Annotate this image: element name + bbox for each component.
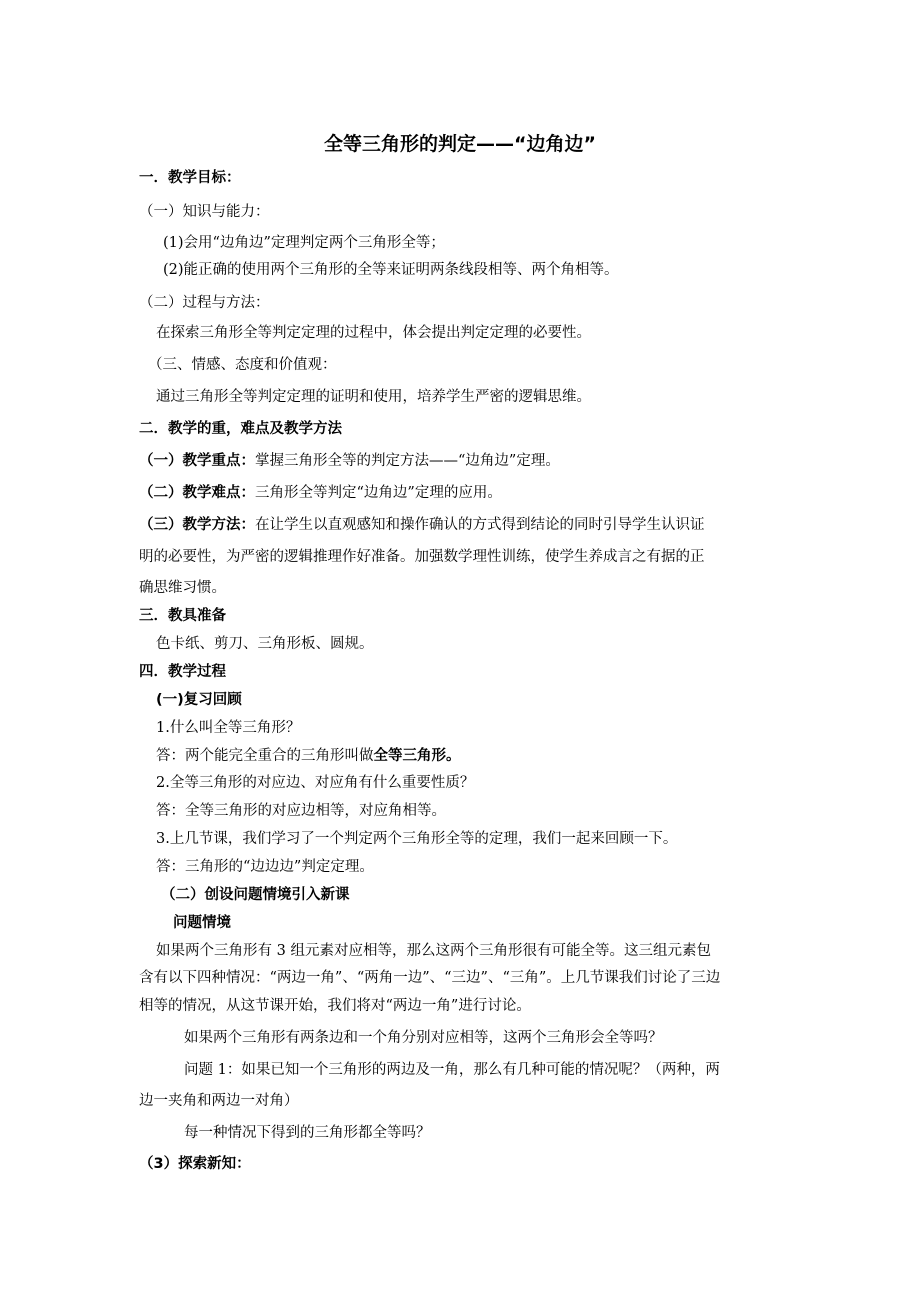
answer-2: 答：全等三角形的对应边相等，对应角相等。 [156, 803, 446, 819]
paragraph-1-line-3: 相等的情况，从这节课开始，我们将对“两边一角”进行讨论。 [139, 998, 531, 1014]
goal-item-2: (2)能正确的使用两个三角形的全等来证明两条线段相等、两个角相等。 [163, 262, 619, 278]
question-3: 3.上几节课，我们学习了一个判定两个三角形全等的定理，我们一起来回顾一下。 [156, 831, 678, 847]
method-text-3: 确思维习惯。 [139, 580, 226, 596]
subsection-knowledge: （一）知识与能力： [139, 204, 270, 220]
difficulty-text: 三角形全等判定“边角边”定理的应用。 [255, 485, 502, 501]
paragraph-3-line-2: 边一夹角和两边一对角） [139, 1093, 299, 1109]
section-4-heading: 四．教学过程 [139, 664, 226, 680]
method-label: （三）教学方法： [139, 517, 255, 533]
focus-text: 掌握三角形全等的判定方法——“边角边”定理。 [255, 453, 560, 469]
subsection-scenario: （二）创设问题情境引入新课 [161, 887, 350, 903]
focus-line [139, 451, 920, 471]
paragraph-4: 每一种情况下得到的三角形都全等吗？ [184, 1125, 431, 1141]
difficulty-line [139, 483, 920, 503]
focus-label: （一）教学重点： [139, 453, 255, 469]
section-2-heading: 二．教学的重，难点及教学方法 [139, 421, 342, 437]
question-2: 2.全等三角形的对应边、对应角有什么重要性质？ [156, 775, 475, 791]
tools-text: 色卡纸、剪刀、三角形板、圆规。 [156, 636, 374, 652]
method-line-1 [139, 515, 920, 535]
document-title: 全等三角形的判定——“边角边” [324, 133, 596, 155]
paragraph-1-line-1: 如果两个三角形有 3 组元素对应相等，那么这两个三角形很有可能全等。这三组元素包 [156, 943, 711, 959]
section-3-heading: 三．教具准备 [139, 608, 226, 624]
paragraph-1-line-2: 含有以下四种情况：“两边一角”、“两角一边”、“三边”、“三角”。上几节课我们讨论了三边 [139, 970, 721, 986]
paragraph-2: 如果两个三角形有两条边和一个角分别对应相等，这两个三角形会全等吗？ [184, 1030, 663, 1046]
method-text-1: 在让学生以直观感知和操作确认的方式得到结论的同时引导学生认识证 [255, 517, 705, 533]
question-1: 1.什么叫全等三角形？ [156, 720, 301, 736]
method-text-2: 明的必要性，为严密的逻辑推理作好准备。加强数学理性训练，使学生养成言之有据的正 [139, 549, 705, 565]
subsection-explore: （3）探索新知： [139, 1156, 251, 1172]
section-1-heading: 一．教学目标： [139, 170, 241, 186]
process-text: 在探索三角形全等判定定理的过程中，体会提出判定定理的必要性。 [156, 325, 591, 341]
difficulty-label: （二）教学难点： [139, 485, 255, 501]
goal-item-1: (1)会用“边角边”定理判定两个三角形全等； [163, 235, 445, 251]
answer-1-text: 答：两个能完全重合的三角形叫做 [156, 748, 374, 764]
subsection-values: （三、情感、态度和价值观： [148, 357, 337, 373]
answer-1 [156, 746, 920, 766]
values-text: 通过三角形全等判定定理的证明和使用，培养学生严密的逻辑思维。 [156, 389, 591, 405]
paragraph-3-line-1: 问题 1：如果已知一个三角形的两边及一角，那么有几种可能的情况呢？（两种，两 [184, 1062, 720, 1078]
subsection-process: （二）过程与方法： [139, 295, 270, 311]
answer-1-bold: 全等三角形。 [373, 748, 461, 764]
problem-heading: 问题情境 [173, 915, 231, 931]
review-heading: (一)复习回顾 [156, 692, 242, 708]
answer-3: 答：三角形的“边边边”判定定理。 [156, 859, 374, 875]
